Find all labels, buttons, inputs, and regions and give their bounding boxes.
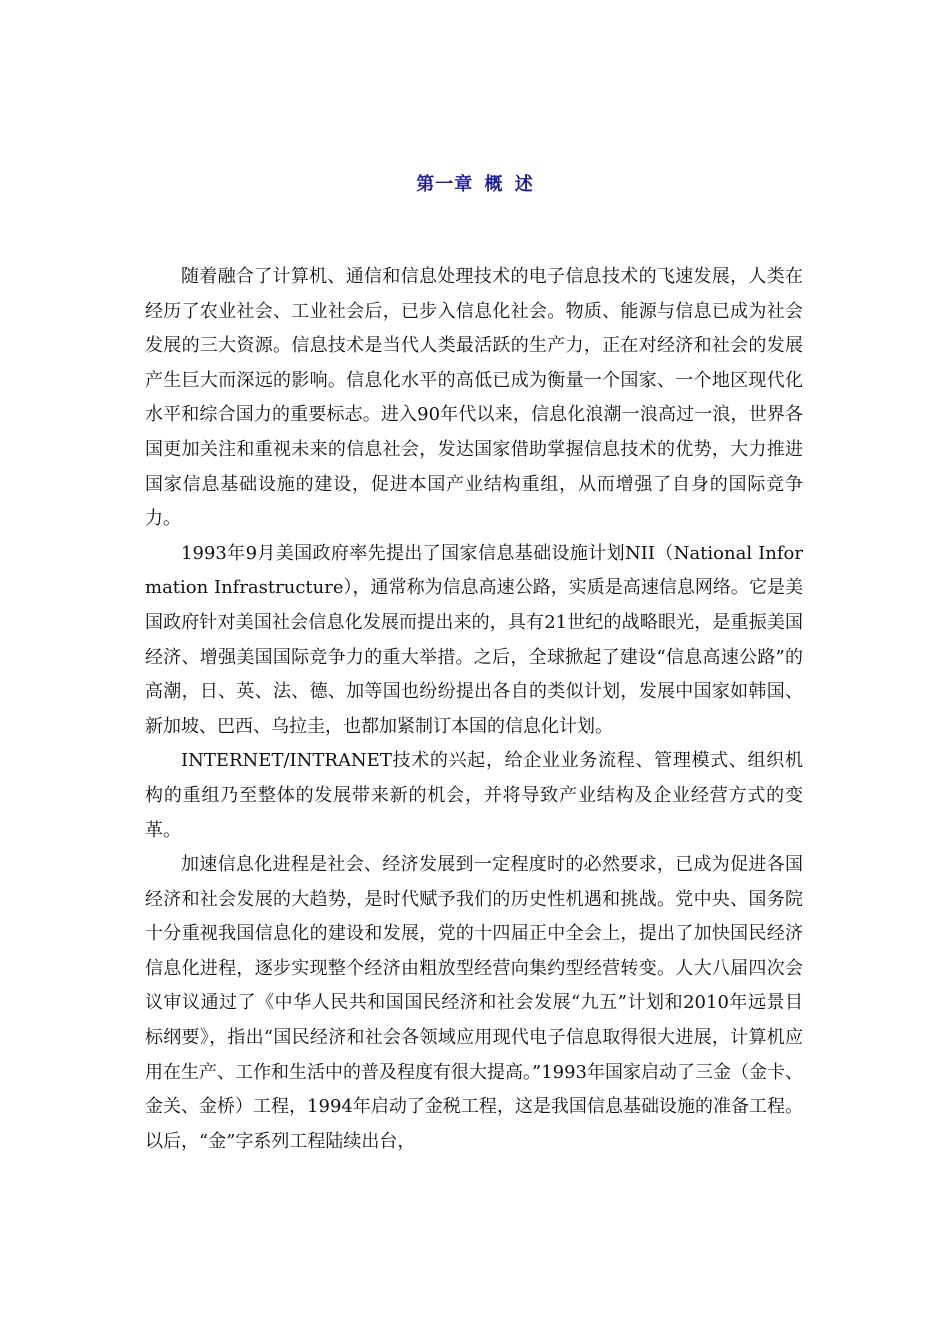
paragraph-1: 随着融合了计算机、通信和信息处理技术的电子信息技术的飞速发展，人类在经历了农业社会、工业社会后，已步入信息化社会。物质、能源与信息已成为社会发展的三大资源。信息技术是当代人类最活跃的生产力，正在对经济和社会的发展产生巨大而深远的影响。信息化水平的高低已成为衡量一个国家、一个地区现代化水平和综合国力的重要标志。进入90年代以来，信息化浪潮一浪高过一浪，世界各国更加关注和重视未来的信息社会，发达国家借助掌握信息技术的优势，大力推进国家信息基础设施的建设，促进本国产业结构重组，从而增强了自身的国际竞争力。: [145, 266, 803, 530]
body-text: [145, 260, 803, 1159]
paragraph-4: 加速信息化进程是社会、经济发展到一定程度时的必然要求，已成为促进各国经济和社会发展的大趋势，是时代赋予我们的历史性机遇和挑战。党中央、国务院十分重视我国信息化的建设和发展，党的十四届正中全会上，提出了加快国民经济信息化进程，逐步实现整个经济由粗放型经营向集约型经营转变。人大八届四次会议审议通过了《中华人民共和国国民经济和社会发展“九五”计划和2010年远景目标纲要》，指出“国民经济和社会各领域应用现代电子信息取得很大进展，计算机应用在生产、工作和生活中的普及程度有很大提高。”1993年国家启动了三金（金卡、金关、金桥）工程，1994年启动了金税工程，这是我国信息基础设施的准备工程。以后，“金”字系列工程陆续出台，: [145, 854, 804, 1152]
paragraph-3: INTERNET/INTRANET技术的兴起，给企业业务流程、管理模式、组织机构的重组乃至整体的发展带来新的机会，并将导致产业结构及企业经营方式的变革。: [145, 750, 803, 841]
chapter-title: 第一章 概 述: [416, 174, 534, 195]
paragraph-2: 1993年9月美国政府率先提出了国家信息基础设施计划NII（National Information Infrastructure），通常称为信息高速公路，实质是高速信息网络。它是美国政府针对美国社会信息化发展而提出来的，具有21世纪的战略眼光，是重振美国经济、增强美国国际竞争力的重大举措。之后，全球掀起了建设“信息高速公路”的高潮，日、英、法、德、加等国也纷纷提出各自的类似计划，发展中国家如韩国、新加坡、巴西、乌拉圭，也都加紧制订本国的信息化计划。: [145, 542, 803, 737]
